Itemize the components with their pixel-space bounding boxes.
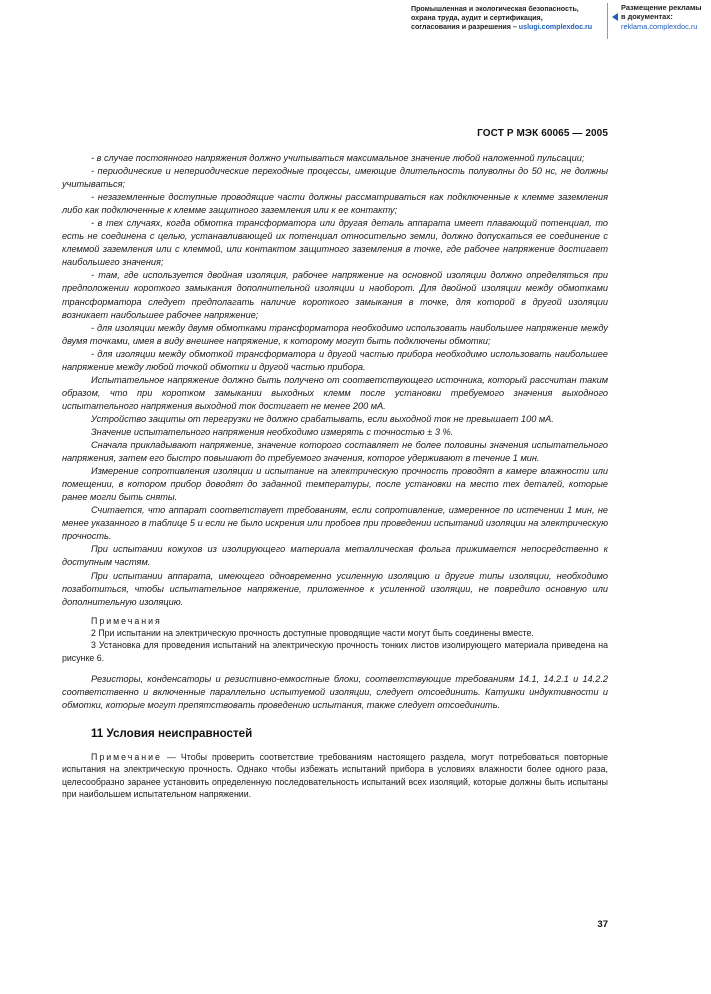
banner-services-line-2: охрана труда, аудит и сертификация, (411, 14, 543, 23)
banner-ads-line-1: Размещение рекламы (621, 3, 702, 12)
banner-ads-block (621, 3, 709, 31)
arrow-left-icon (612, 13, 618, 21)
resistors-paragraph: Резисторы, конденсаторы и резистивно-емкостные блоки, соответствующие требованиям 14.1, 14.2.1 и 14.2.2 соответственно и включенные параллельно испытуемой изоляции, следует отсоединить. Катушки индуктивности и обмотки, которые могут препятствовать проведению испытания, также следует отсоединить. (62, 673, 608, 710)
paragraph-2: - периодические и непериодические переходные процессы, имеющие длительность полуволны до 50 нс, не должны учитываться; (62, 166, 608, 190)
banner-services-link[interactable]: uslugi.complexdoc.ru (518, 23, 593, 32)
section-heading: 11 Условия неисправностей (91, 726, 253, 740)
paragraph-14: При испытании кожухов из изолирующего материала металлическая фольга прижимается непосредственно к доступным частям. (62, 544, 608, 568)
paragraph-5: - там, где используется двойная изоляция, рабочее напряжение на основной изоляции должно определяться при предположении короткого замыкания дополнительной изоляции и наоборот. Для двойной изоляции между обмотками трансформатора следует предполагать наличие короткого замыкания в точке, для которой в другой изоляции возникает наибольшее рабочее напряжение; (62, 270, 608, 320)
final-note-text: — Чтобы проверить соответствие требованиям настоящего раздела, могут потребоваться повторные испытания на электрическую прочность. Однако чтобы избежать испытаний прибора в условиях влажности более одного раза, целесообразно заранее установить определенную последовательность испытаний всех изоляций, которые должны быть испытаны при наибольшем испытательном напряжении. (62, 751, 608, 799)
paragraph-13: Считается, что аппарат соответствует требованиям, если сопротивление, измеренное по истечении 1 мин, не менее указанного в таблице 5 и если не было искрения или пробоев при проведении испытаний изоляции на электрическую прочность. (62, 505, 608, 542)
document-page (62, 128, 608, 800)
paragraph-6: - для изоляции между двумя обмотками трансформатора необходимо использовать наибольшее напряжение между двумя точками, имея в виду внешнее напряжение, к которому могут быть подключены обмотки; (62, 322, 608, 346)
paragraph-3: - незаземленные доступные проводящие части должны рассматриваться как подключенные к клемме заземления либо как подключенные к клемме защитного заземления или к ее контакту; (62, 192, 608, 216)
banner-ads-line-2: в документах: (621, 12, 673, 22)
banner-services-line-3 (411, 23, 601, 32)
banner-ads-link[interactable]: reklama.complexdoc.ru (621, 21, 698, 31)
note-3: 3 Установка для проведения испытаний на электрическую прочность тонких листов изолирующего материала приведена на рисунке 6. (62, 640, 608, 663)
paragraph-10: Значение испытательного напряжения необходимо измерять с точностью ± 3 %. (91, 426, 454, 437)
banner-services-text: согласования и разрешения – (411, 23, 519, 32)
note-2: 2 При испытании на электрическую прочность доступные проводящие части могут быть соединены вместе. (91, 627, 534, 638)
paragraph-8: Испытательное напряжение должно быть получено от соответствующего источника, который рассчитан таким образом, что при коротком замыкании выходных клемм после установки требуемого значения выходного испытательного напряжения выходной ток достигает не менее 200 мА. (62, 374, 608, 411)
final-note (62, 751, 608, 800)
paragraph-11: Сначала прикладывают напряжение, значение которого составляет не более половины значения испытательного напряжения, затем его быстро повышают до требуемого значения, которое удерживают в течение 1 мин. (62, 440, 608, 464)
paragraph-15: При испытании аппарата, имеющего одновременно усиленную изоляцию и другие типы изоляции, необходимо позаботиться, чтобы испытательное напряжение, приложенное к усиленной изоляции, не повредило основную или дополнительную изоляцию. (62, 570, 608, 607)
ad-banner (0, 0, 711, 46)
paragraph-4: - в тех случаях, когда обмотка трансформатора или другая деталь аппарата имеет плавающий потенциал, то есть не соединена с целью, устанавливающей их потенциал относительно земли, должно допускаться ее соединение с клеммой заземления или с клеммой, или контактом защитного заземления в точке, где рабочее напряжение достигает наибольшего значения; (62, 218, 608, 268)
paragraph-12: Измерение сопротивления изоляции и испытание на электрическую прочность проводят в камере влажности или помещении, в котором прибор доводят до заданной температуры, после установки на место тех деталей, которые ранее могли быть сняты. (62, 466, 608, 503)
paragraph-1: - в случае постоянного напряжения должно учитываться максимальное значение любой наложенной пульсации; (91, 153, 585, 163)
document-code: ГОСТ Р МЭК 60065 — 2005 (477, 128, 608, 139)
notes-label: Примечания (91, 615, 162, 626)
banner-divider (607, 3, 608, 39)
banner-services-block (411, 5, 601, 33)
page-number: 37 (597, 919, 608, 930)
banner-services-line-1: Промышленная и экологическая безопасность, (411, 5, 579, 13)
paragraph-7: - для изоляции между обмоткой трансформатора и другой частью прибора необходимо использовать наибольшее напряжение между любой точкой обмотки и другой частью прибора. (62, 348, 608, 372)
paragraph-9: Устройство защиты от перегрузки не должно срабатывать, если выходной ток не превышает 100 мА. (91, 413, 554, 424)
final-note-label: Примечание (91, 751, 162, 762)
